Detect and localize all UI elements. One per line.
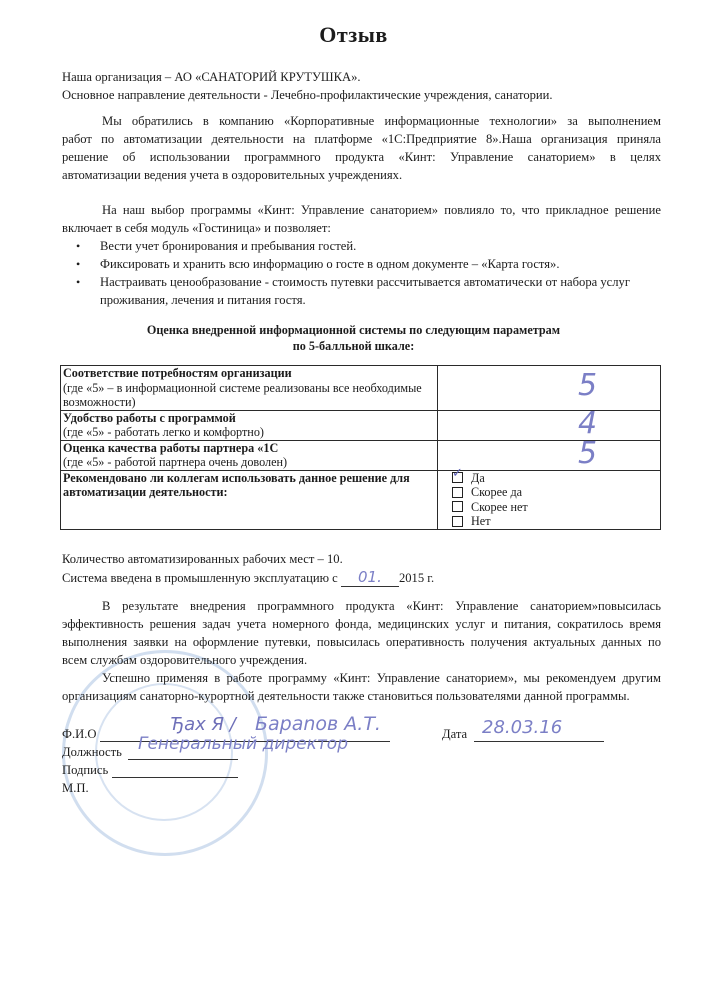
recommend-question-cell — [61, 470, 438, 529]
para2-line: На наш выбор программы «Кинт: Управление санаторием» повлияло то, что прикладное решение — [102, 203, 661, 217]
para4-line: организациям санаторно-курортной деятельности также становиться пользователями данной программы. — [62, 689, 630, 703]
option-label: Скорее нет — [471, 499, 528, 514]
para3-line: выполнения заявки на оформление путевки, повысилась оперативность получения актуальных данных по — [62, 635, 661, 649]
table-row — [61, 410, 661, 440]
intro-date-line — [62, 569, 434, 587]
option-yes[interactable] — [452, 466, 658, 486]
para2-line: включает в себя модуль «Гостиница» и позволяет: — [62, 221, 331, 235]
score-cell — [438, 435, 661, 471]
checkbox-icon[interactable] — [452, 501, 463, 512]
date-underline — [474, 741, 604, 742]
criterion-cell — [61, 410, 438, 440]
organization-line: Наша организация – АО «САНАТОРИЙ КРУТУШКА». — [62, 70, 361, 84]
option-rather-yes[interactable] — [452, 485, 658, 500]
option-label: Нет — [471, 514, 491, 528]
option-label: Да — [471, 470, 485, 485]
criterion-note: (где «5» - работой партнера очень доволен) — [63, 455, 288, 469]
bullet-item: Вести учет бронирования и пребывания гостей. — [100, 239, 357, 253]
signature-scribble: Ђах Я / — [170, 714, 236, 735]
rating-heading-scale: по 5-балльной шкале: — [292, 339, 415, 353]
intro-date-field — [341, 569, 399, 587]
mp-label: М.П. — [62, 781, 89, 795]
para3-line: всем службам оздоровительного учреждения. — [62, 653, 308, 667]
handwritten-score: 5 — [578, 368, 598, 403]
intro-date-handwritten: 01. — [358, 568, 382, 586]
para1-line: автоматизации ведения учета в оздоровительных учреждениях. — [62, 168, 403, 182]
sign-underline — [112, 777, 238, 778]
direction-line: Основное направление деятельности - Лечебно-профилактические учреждения, санатории. — [62, 88, 553, 102]
bullet-item: Настраивать ценообразование - стоимость путевки рассчитывается автоматически от набора услуг — [100, 275, 631, 289]
bullet-item-continuation: проживания, лечения и питания гостя. — [100, 293, 306, 307]
table-row — [61, 366, 661, 411]
handwritten-score: 5 — [578, 435, 598, 471]
bullet-marker: • — [76, 275, 81, 289]
para1-line: Мы обратились в компанию «Корпоративные информационные технологии» за выполнением — [102, 114, 661, 128]
fio-handwritten: Бараnов А.Т. — [255, 713, 381, 735]
option-label: Скорее да — [471, 485, 523, 499]
checkbox-icon[interactable] — [452, 516, 463, 527]
handwritten-score: 4 — [578, 405, 598, 441]
position-handwritten: Генеральный директор — [138, 734, 349, 754]
criterion-note: (где «5» - работать легко и комфортно) — [63, 425, 264, 439]
score-cell — [438, 366, 661, 411]
bullet-marker: • — [76, 257, 81, 271]
criterion-title: Соответствие потребностям организации — [63, 366, 292, 380]
rating-table — [60, 365, 661, 530]
table-row — [61, 470, 661, 529]
table-row — [61, 440, 661, 470]
workplaces-line: Количество автоматизированных рабочих мест – 10. — [62, 552, 343, 566]
option-rather-no[interactable] — [452, 500, 658, 515]
para1-line: работ по автоматизации деятельности на платформе «1С:Предприятие 8».Наша организация приняла — [62, 132, 661, 146]
position-label: Должность — [62, 745, 122, 759]
criterion-cell — [61, 440, 438, 470]
intro-date-year: 2015 г. — [398, 571, 435, 585]
checkbox-icon[interactable] — [452, 487, 463, 498]
date-label: Дата — [442, 727, 468, 741]
position-underline — [128, 759, 238, 760]
bullet-item: Фиксировать и хранить всю информацию о госте в одном документе – «Карта гостя». — [100, 257, 560, 271]
recommend-question: Рекомендовано ли коллегам использовать данное решение для автоматизации деятельности: — [63, 470, 410, 499]
para1-line: решение об использовании программного продукта «Кинт: Управление санаторием» в целях — [62, 150, 661, 164]
criterion-note: (где «5» – в информационной системе реализованы все необходимые возможности) — [63, 380, 422, 409]
date-handwritten: 28.03.16 — [482, 717, 563, 738]
para3-line: В результате внедрения программного продукта «Кинт: Управление санаторием»повысилась — [102, 599, 661, 613]
para4-line: Успешно применяя в работе программу «Кинт: Управление санаторием», мы рекомендуем другим — [102, 671, 661, 685]
criterion-cell — [61, 366, 438, 411]
bullet-marker: • — [76, 239, 81, 253]
sign-label: Подпись — [62, 763, 109, 777]
rating-heading: Оценка внедренной информационной системы по следующим параметрам — [146, 323, 561, 337]
fio-label: Ф.И.О — [62, 727, 97, 741]
intro-date-prefix: Система введена в промышленную эксплуатацию с — [62, 571, 338, 585]
checkbox-checked-icon[interactable]: ✓ — [452, 466, 463, 482]
document-title: Отзыв — [319, 22, 388, 47]
criterion-title: Оценка качества работы партнера «1С — [63, 440, 279, 455]
criterion-title: Удобство работы с программой — [63, 410, 236, 425]
option-no[interactable] — [452, 514, 658, 529]
score-cell — [438, 405, 661, 441]
para3-line: эффективность решения задач учета номерного фонда, медицинских услуг и питания, сократилось время — [62, 617, 661, 631]
recommend-options-cell — [438, 466, 661, 529]
